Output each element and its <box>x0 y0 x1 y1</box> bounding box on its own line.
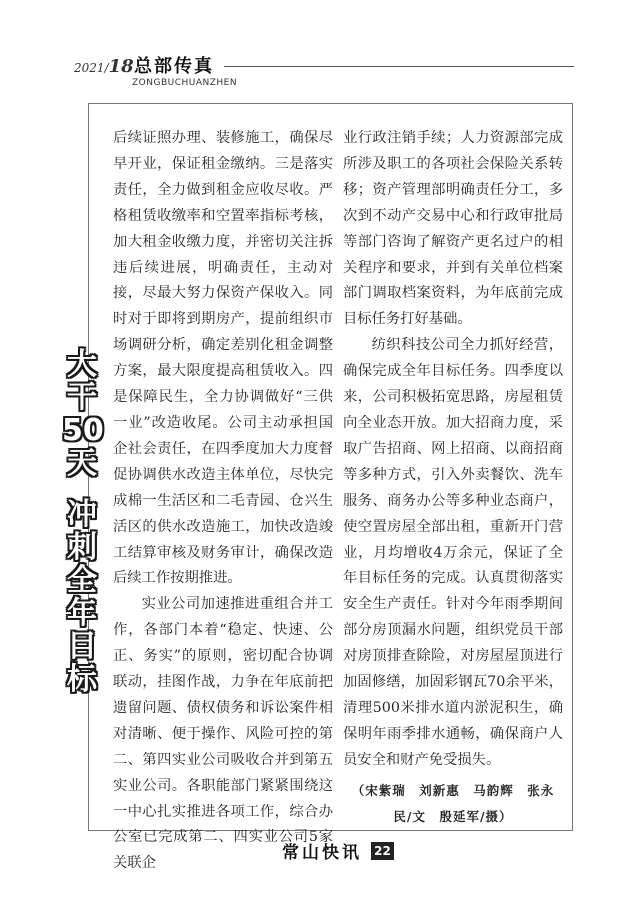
campaign-slogan-part2: 冲刺全年目标 <box>67 497 97 697</box>
article-column-left <box>113 126 333 877</box>
campaign-slogan-part1: 大干50天 <box>62 347 104 481</box>
article-column-right <box>343 126 563 829</box>
section-title: 总部传真 <box>134 56 214 77</box>
vertical-campaign-banner <box>62 348 106 696</box>
section-subtitle: ZONGBUCHUANZHEN <box>132 78 238 88</box>
paragraph: 业行政注销手续；人力资源部完成所涉及职工的各项社会保险关系转移；资产管理部明确责任分工，多次到不动产交易中心和行政审批局等部门咨询了解资产更名过户的相关程序和要求，并到有关单位档案部门调取档案资料，为年底前完成目标任务打好基础。 <box>343 130 563 328</box>
page-footer <box>282 838 394 863</box>
paragraph: 后续证照办理、装修施工，确保尽早开业，保证租金缴纳。三是落实责任，全力做到租金应收尽收。严格租赁收缴率和空置率指标考核，加大租金收缴力度，并密切关注拆违后续进展，明确责任，主动对接，尽最大努力保资产保收入。同时对于即将到期房产，提前组织市场调研分析，确定差别化租金调整方案，最大限度提高租赁收入。四是保障民生，全力协调做好“三供一业”改造收尾。公司主动承担国企社会责任，在四季度加大力度督促协调供水改造主体单位，尽快完成棉一生活区和二毛青园、仓兴生活区的供水改造施工，加快改造竣工结算审核及财务审计，确保改造后续工作按期推进。 <box>113 130 333 587</box>
issue-number: 18 <box>108 56 134 77</box>
author-byline: （宋紫瑞 刘新惠 马韵辉 张永民/文 殷延军/摄） <box>351 782 555 824</box>
header-rule <box>224 66 574 67</box>
page-number: 22 <box>371 842 394 860</box>
paragraph: 纺织科技公司全力抓好经营，确保完成全年目标任务。四季度以来，公司积极拓宽思路，房屋租赁向全业态开放。加大招商力度，采取广告招商、网上招商、以商招商等多种方式，引入外卖餐饮、洗车服务、商务办公等多种业态商户，使空置房屋全部出租，重新开门营业，月均增收4万余元，保证了全年目标任务的完成。认真贯彻落实安全生产责任。针对今年雨季期间部分房顶漏水问题，组织党员干部对房顶排查除险，对房屋屋顶进行加固修缮，加固彩钢瓦70余平米，清理500米排水道内淤泥积生，确保明年雨季排水通畅，确保商户人员安全和财产免受损失。 <box>343 337 563 768</box>
issue-label: 2021/18 <box>74 56 134 77</box>
paragraph: 实业公司加速推进重组合并工作，各部门本着“稳定、快速、公正、务实”的原则，密切配合协调联动，挂图作战，力争在年底前把遗留问题、债权债务和诉讼案件相对清晰、便于操作、风险可控的第二、第四实业公司吸收合并到第五实业公司。各职能部门紧紧围绕这一中心扎实推进各项工作，综合办公室已完成第二、四实业公司5家关联企 <box>113 596 333 872</box>
publication-name: 常山快讯 <box>282 843 362 863</box>
page-header <box>74 46 574 92</box>
